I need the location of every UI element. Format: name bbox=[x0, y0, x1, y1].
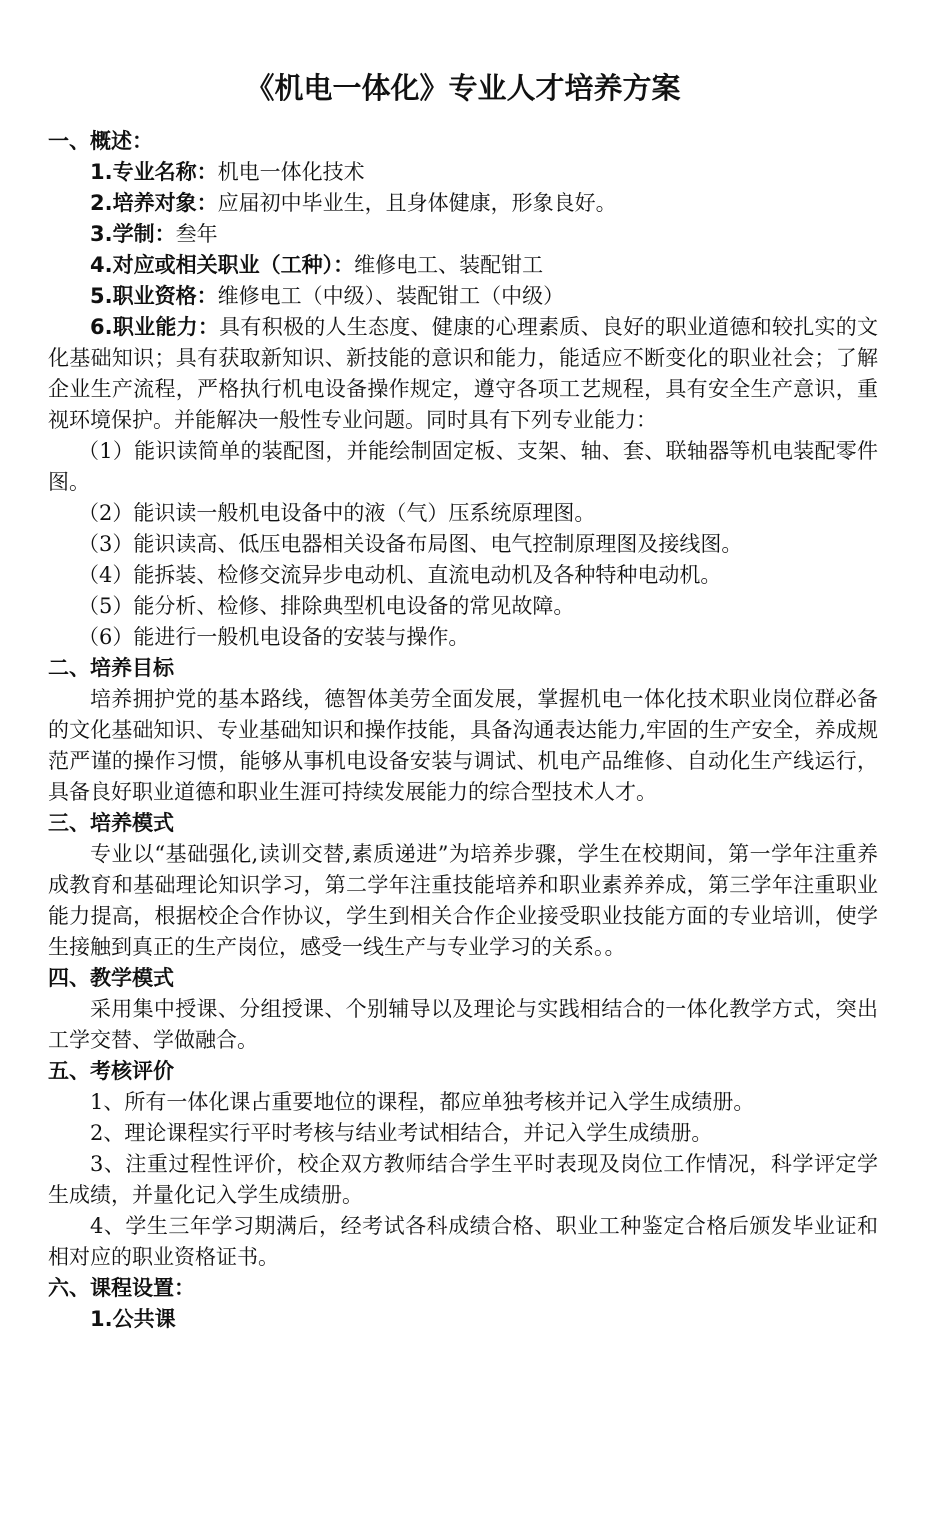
ability-item-1: （1）能识读简单的装配图，并能绘制固定板、支架、轴、套、联轴器等机电装配零件图。 bbox=[48, 439, 878, 494]
overview-item-5 bbox=[48, 281, 878, 312]
ability-item-6: （6）能进行一般机电设备的安装与操作。 bbox=[78, 625, 470, 649]
item-text: 具有积极的人生态度、健康的心理素质、良好的职业道德和较扎实的文化基础知识；具有获取新知识、新技能的意识和能力，能适应不断变化的职业社会；了解企业生产流程，严格执行机电设备操作规定，遵守各项工艺规程，具有安全生产意识，重视环境保护。并能解决一般性专业问题。同时具有下列专业能力： bbox=[48, 315, 879, 432]
assessment-item-4: 4、学生三年学习期满后，经考试各科成绩合格、职业工种鉴定合格后颁发毕业证和相对应的职业资格证书。 bbox=[48, 1214, 878, 1269]
overview-item-3 bbox=[48, 219, 878, 250]
item-label: 6.职业能力： bbox=[90, 315, 220, 339]
item-label: 2.培养对象： bbox=[90, 191, 218, 215]
overview-item-1 bbox=[48, 157, 878, 188]
ability-item-2: （2）能识读一般机电设备中的液（气）压系统原理图。 bbox=[78, 501, 596, 525]
item-text: 维修电工（中级）、装配钳工（中级） bbox=[217, 284, 565, 308]
section-5-heading: 五、考核评价 bbox=[48, 1059, 174, 1083]
document-title: 《机电一体化》专业人才培养方案 bbox=[245, 71, 681, 105]
item-text: 应届初中毕业生，且身体健康，形象良好。 bbox=[217, 191, 617, 215]
course-sub-label: 1.公共课 bbox=[90, 1307, 176, 1331]
item-text: 机电一体化技术 bbox=[217, 160, 365, 184]
training-goal-paragraph: 培养拥护党的基本路线，德智体美劳全面发展，掌握机电一体化技术职业岗位群必备的文化基础知识、专业基础知识和操作技能，具备沟通表达能力,牢固的生产安全，养成规范严谨的操作习惯，能够从事机电设备安装与调试、机电产品维修、自动化生产线运行，具备良好职业道德和职业生涯可持续发展能力的综合型技术人才。 bbox=[48, 687, 878, 804]
item-text: 叁年 bbox=[175, 222, 218, 246]
overview-item-4 bbox=[48, 250, 878, 281]
course-subheading bbox=[48, 1304, 878, 1335]
item-label: 3.学制： bbox=[90, 222, 176, 246]
section-6-heading: 六、课程设置： bbox=[48, 1276, 195, 1300]
training-mode-paragraph: 专业以“基础强化,读训交替,素质递进”为培养步骤，学生在校期间，第一学年注重养成教育和基础理论知识学习，第二学年注重技能培养和职业素养养成，第三学年注重职业能力提高，根据校企合作协议，学生到相关合作企业接受职业技能方面的专业培训，使学生接触到真正的生产岗位，感受一线生产与专业学习的关系。。 bbox=[48, 842, 878, 959]
section-4-heading: 四、教学模式 bbox=[48, 966, 174, 990]
item-label: 4.对应或相关职业（工种）： bbox=[90, 253, 355, 277]
item-label: 5.职业资格： bbox=[90, 284, 218, 308]
assessment-item-1: 1、所有一体化课占重要地位的课程，都应单独考核并记入学生成绩册。 bbox=[90, 1090, 755, 1114]
ability-item-4: （4）能拆装、检修交流异步电动机、直流电动机及各种特种电动机。 bbox=[78, 563, 722, 587]
assessment-item-3: 3、注重过程性评价，校企双方教师结合学生平时表现及岗位工作情况，科学评定学生成绩，并量化记入学生成绩册。 bbox=[48, 1152, 878, 1207]
overview-item-2 bbox=[48, 188, 878, 219]
section-2-heading: 二、培养目标 bbox=[48, 656, 174, 680]
assessment-item-2: 2、理论课程实行平时考核与结业考试相结合，并记入学生成绩册。 bbox=[90, 1121, 713, 1145]
section-3-heading: 三、培养模式 bbox=[48, 811, 174, 835]
section-1-heading: 一、概述： bbox=[48, 129, 153, 153]
ability-item-3: （3）能识读高、低压电器相关设备布局图、电气控制原理图及接线图。 bbox=[78, 532, 743, 556]
overview-item-6 bbox=[48, 312, 878, 436]
item-label: 1.专业名称： bbox=[90, 160, 218, 184]
teaching-mode-paragraph: 采用集中授课、分组授课、个别辅导以及理论与实践相结合的一体化教学方式，突出工学交替、学做融合。 bbox=[48, 997, 878, 1052]
item-text: 维修电工、装配钳工 bbox=[354, 253, 544, 277]
ability-item-5: （5）能分析、检修、排除典型机电设备的常见故障。 bbox=[78, 594, 575, 618]
